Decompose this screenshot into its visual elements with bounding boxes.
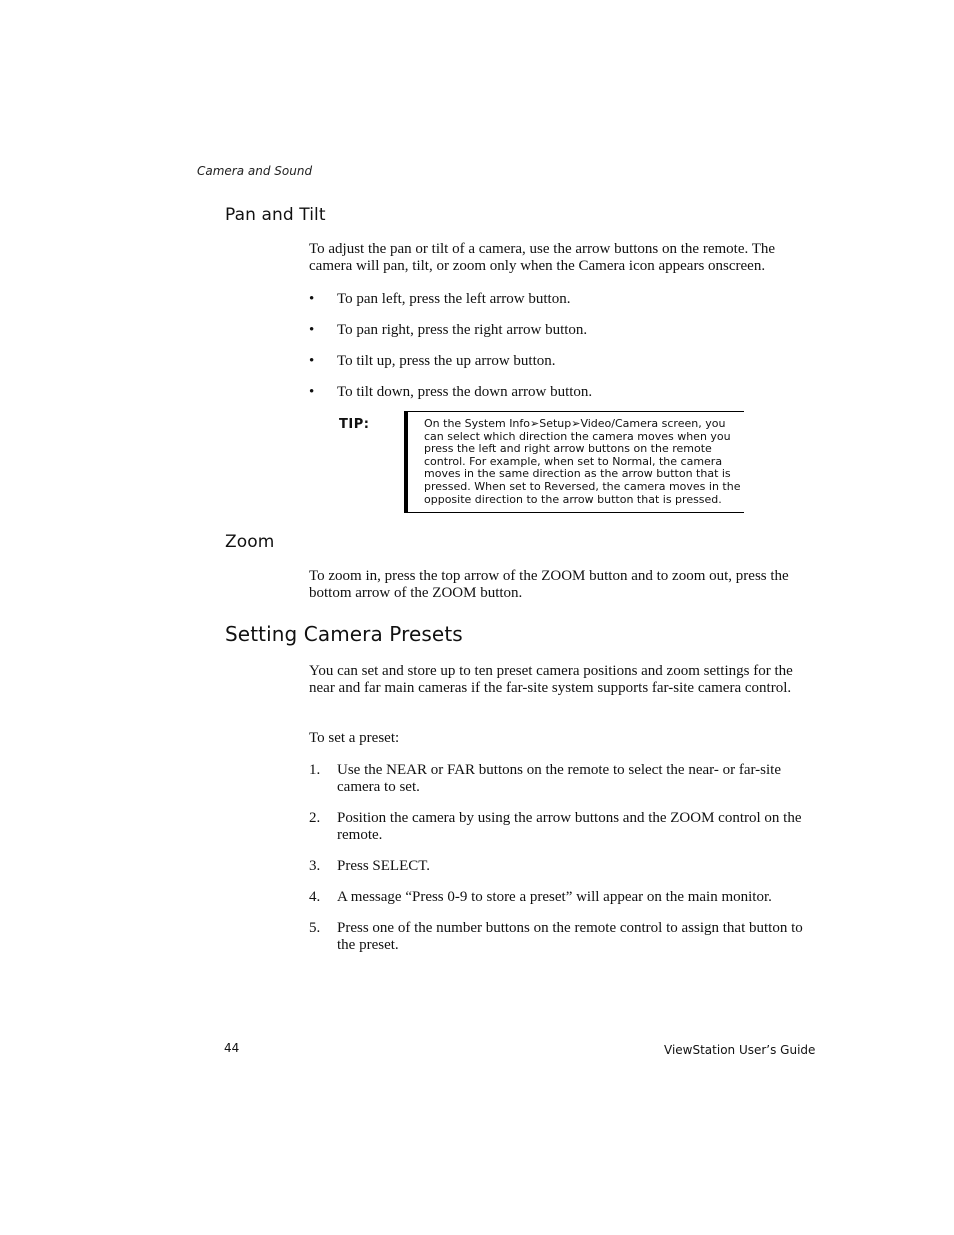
zoom-text: To zoom in, press the top arrow of the ZOOM button and to zoom out, press the bottom arrow of the ZOOM button. [309, 568, 789, 601]
pan-tilt-intro: To adjust the pan or tilt of a camera, use the arrow buttons on the remote. The camera will pan, tilt, or zoom only when the Camera icon appears onscreen. [309, 241, 776, 274]
list-item [309, 762, 804, 796]
step-number: 2. [309, 810, 321, 826]
page-number: 44 [224, 1041, 240, 1055]
bullet-marker: • [309, 291, 315, 307]
list-item [309, 322, 804, 339]
bullet-marker: • [309, 353, 315, 369]
list-item-text: To pan right, press the right arrow button. [337, 322, 588, 338]
list-item [309, 858, 804, 875]
step-text: A message “Press 0-9 to store a preset” will appear on the main monitor. [337, 889, 772, 905]
pan-tilt-bullet-list [309, 291, 804, 415]
section-heading-presets: Setting Camera Presets [225, 622, 463, 646]
list-item [309, 291, 804, 308]
list-item [309, 920, 804, 954]
list-item [309, 384, 804, 401]
list-item-text: To tilt down, press the down arrow button. [337, 384, 593, 400]
list-item-text: To tilt up, press the up arrow button. [337, 353, 556, 369]
list-item [309, 889, 804, 906]
running-footer: ViewStation User’s Guide [664, 1043, 816, 1057]
running-header: Camera and Sound [197, 164, 313, 178]
presets-intro: You can set and store up to ten preset camera positions and zoom settings for the near and far main cameras if the far-site system supports far-site camera control. [309, 663, 793, 696]
presets-step-list [309, 762, 804, 968]
step-number: 3. [309, 858, 321, 874]
step-text: Position the camera by using the arrow buttons and the ZOOM control on the remote. [337, 810, 802, 843]
presets-lead: To set a preset: [309, 730, 400, 746]
step-text: Press one of the number buttons on the remote control to assign that button to the preset. [337, 920, 803, 953]
step-text: Use the NEAR or FAR buttons on the remote to select the near- or far-site camera to set. [337, 762, 782, 795]
bullet-marker: • [309, 322, 315, 338]
section-heading-zoom: Zoom [225, 532, 275, 552]
bullet-marker: • [309, 384, 315, 400]
step-number: 1. [309, 762, 321, 778]
list-item [309, 810, 804, 844]
tip-box [404, 411, 744, 513]
step-number: 5. [309, 920, 321, 936]
step-number: 4. [309, 889, 321, 905]
tip-label: TIP: [339, 417, 370, 432]
list-item-text: To pan left, press the left arrow button. [337, 291, 571, 307]
tip-text: On the System Info➢Setup➢Video/Camera screen, you can select which direction the camera moves when you press the left and right arrow buttons on the remote control. For example, when set to Normal, the camera moves in the same direction as the arrow button that is pressed. When set to Reversed, the camera moves in the opposite direction to the arrow button that is pressed. [424, 417, 741, 506]
step-text: Press SELECT. [337, 858, 431, 874]
list-item [309, 353, 804, 370]
section-heading-pan-tilt: Pan and Tilt [225, 205, 326, 225]
